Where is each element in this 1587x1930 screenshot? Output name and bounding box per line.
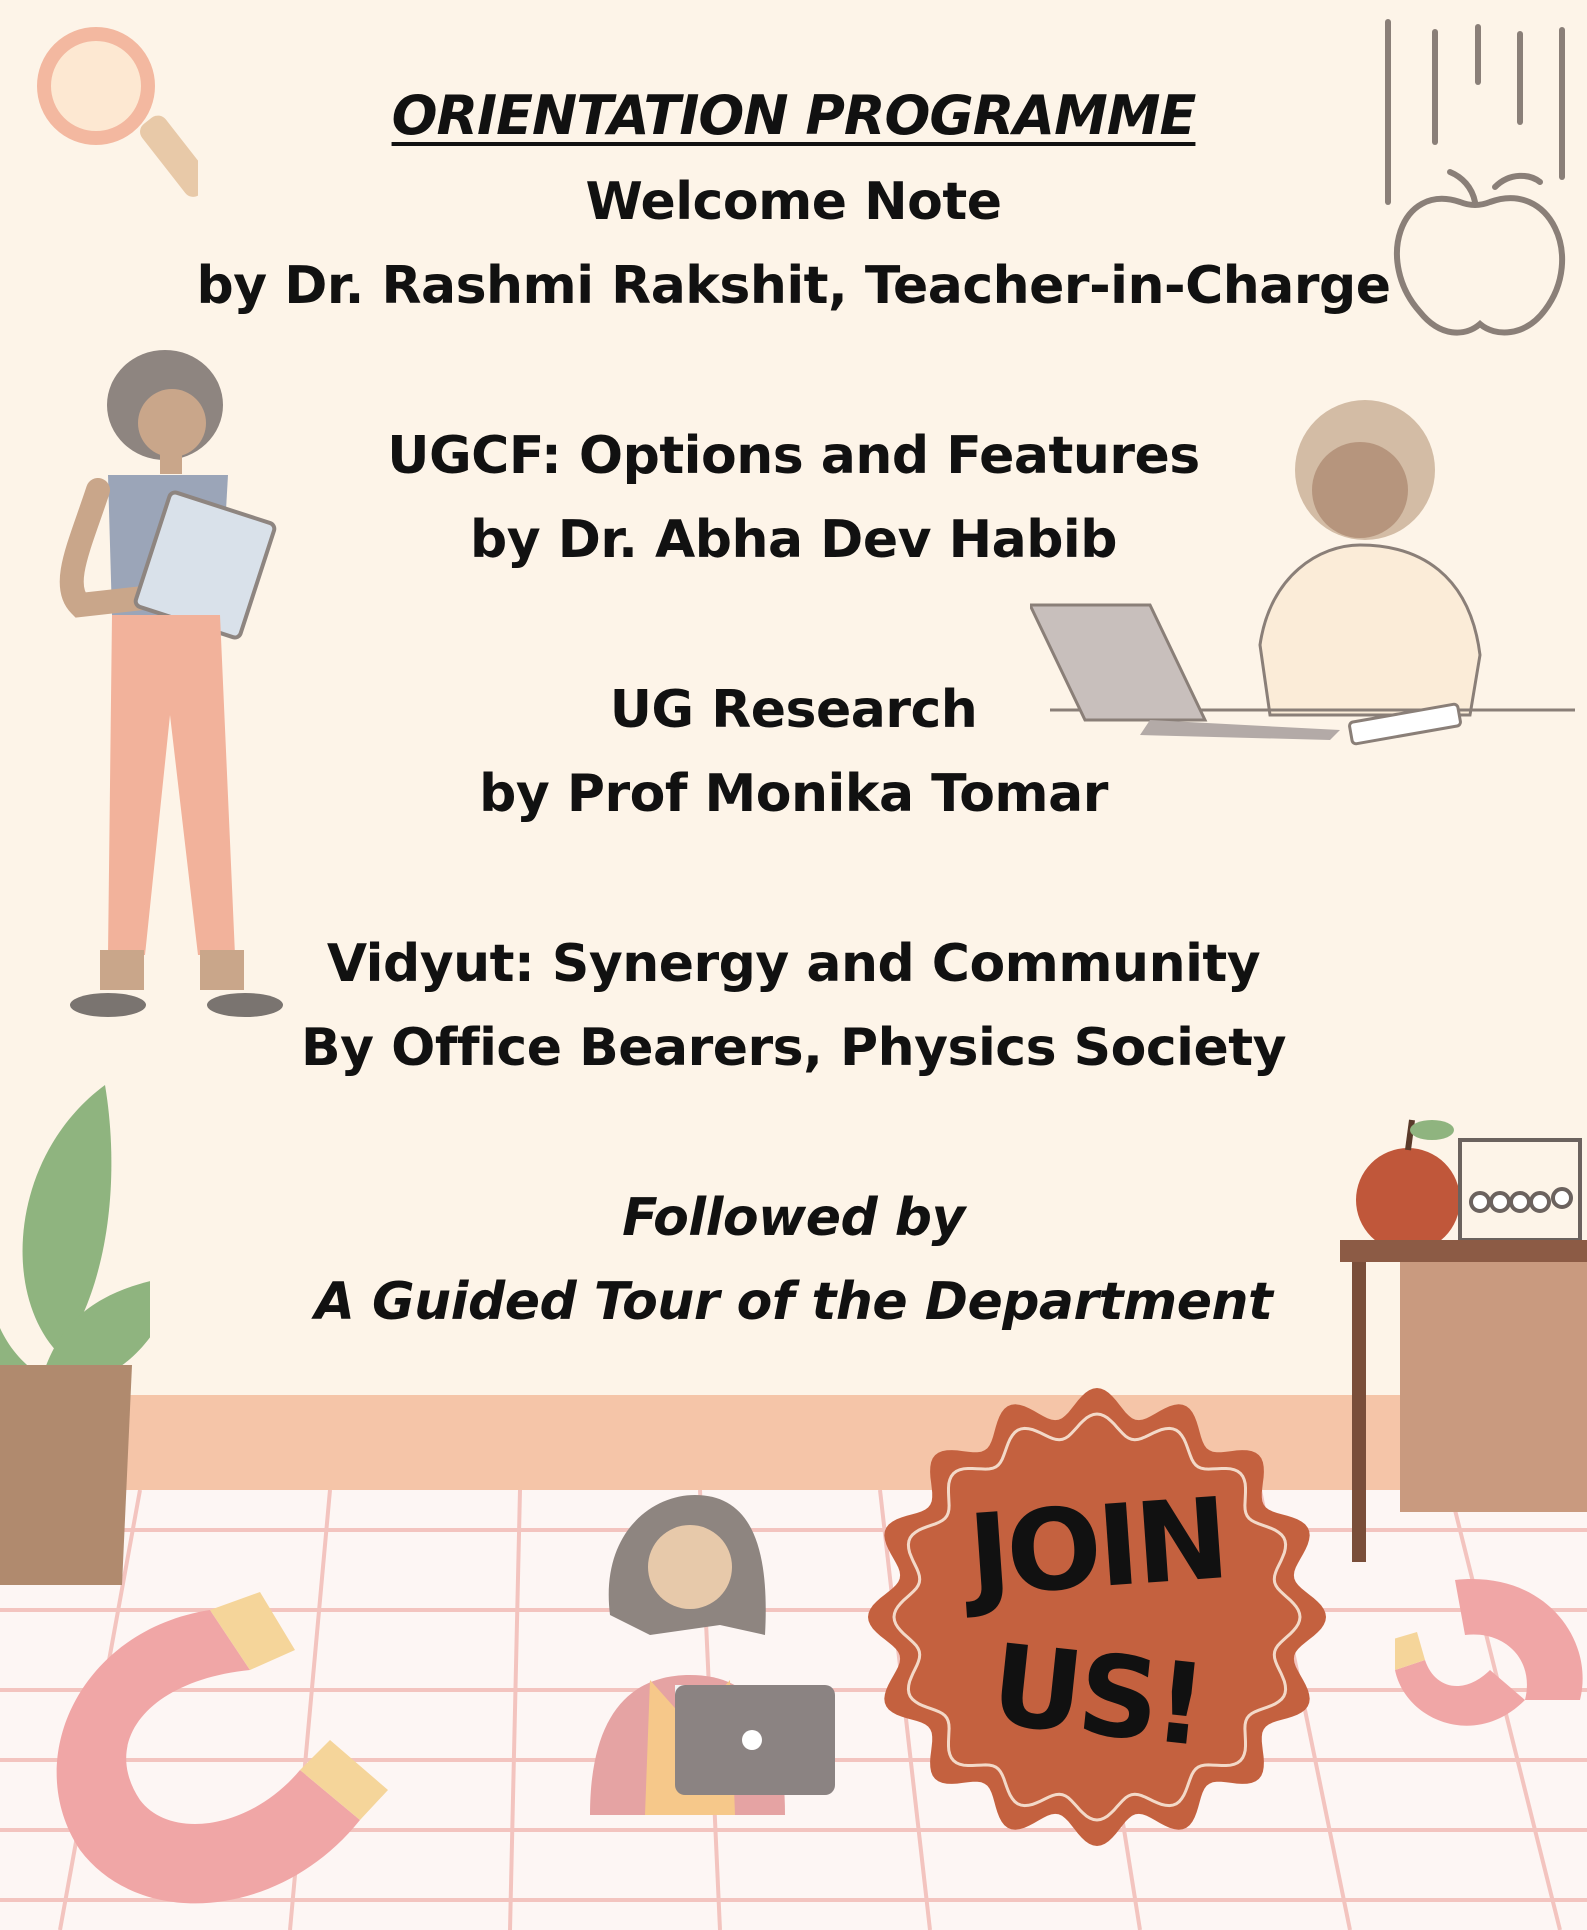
badge-line-2: US! — [985, 1620, 1209, 1772]
join-us-badge — [862, 1382, 1332, 1852]
magnet-icon — [20, 1590, 390, 1930]
page-title: ORIENTATION PROGRAMME — [391, 84, 1196, 147]
closing-line-2: A Guided Tour of the Department — [314, 1272, 1273, 1332]
badge-line-1: JOIN — [964, 1474, 1230, 1622]
session-topic: Vidyut: Synergy and Community — [326, 934, 1261, 994]
magnet-icon — [1395, 1560, 1587, 1750]
session-topic: UG Research — [609, 680, 978, 740]
session-speaker: by Dr. Abha Dev Habib — [470, 510, 1117, 570]
closing-line-1: Followed by — [622, 1188, 965, 1248]
session-topic: UGCF: Options and Features — [387, 426, 1200, 486]
session-topic: Welcome Note — [585, 172, 1002, 232]
student-with-laptop-illustration — [570, 1495, 840, 1815]
session-speaker: by Prof Monika Tomar — [479, 764, 1108, 824]
session-speaker: By Office Bearers, Physics Society — [301, 1018, 1286, 1078]
programme-content — [0, 72, 1587, 1344]
session-speaker: by Dr. Rashmi Rakshit, Teacher-in-Charge — [196, 256, 1391, 316]
